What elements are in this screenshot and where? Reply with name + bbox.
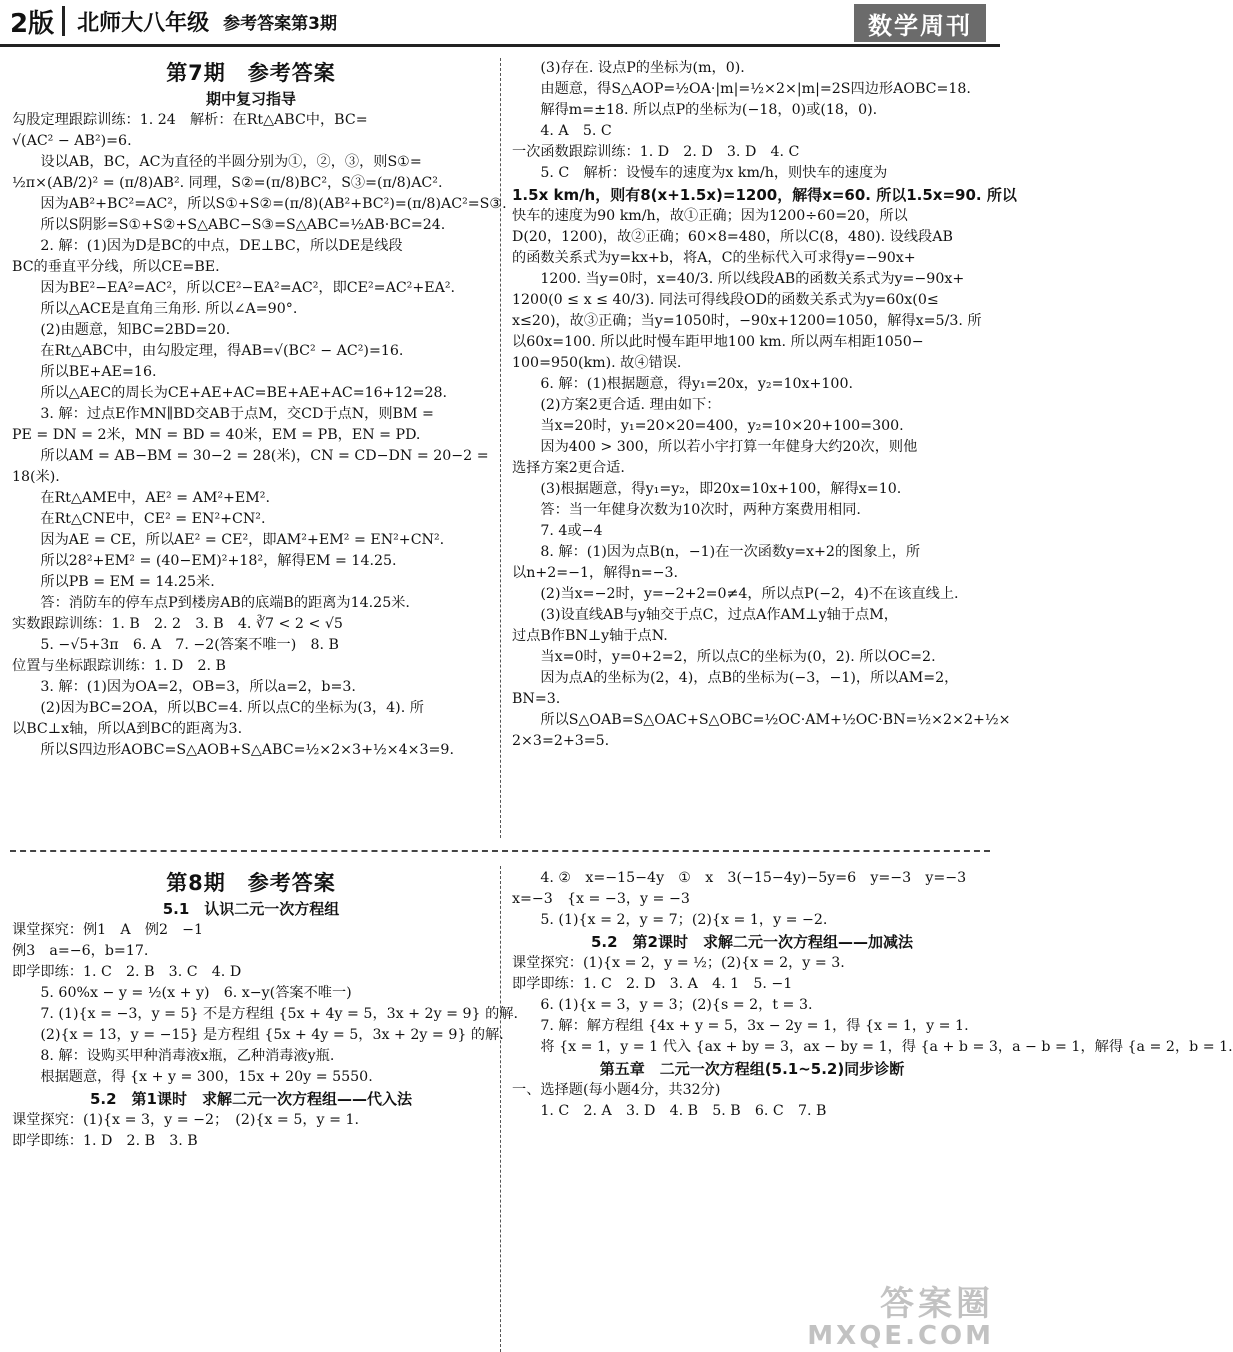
text-line: 在Rt△ABC中，由勾股定理，得AB=√(BC² − AC²)=16.	[40, 343, 404, 359]
text-line: (2)由题意，知BC=2BD=20.	[40, 322, 231, 338]
text-line: 5.1 认识二元一次方程组	[162, 900, 340, 918]
text-line: (2)方案2更合适. 理由如下：	[540, 397, 721, 413]
text-line: 所以S四边形AOBC=S△AOB+S△ABC=½×2×3+½×4×3=9.	[40, 742, 454, 758]
text-line: 选择方案2更合适.	[512, 460, 625, 476]
text-line: 过点B作BN⊥y轴于点N.	[512, 628, 668, 644]
text-line: 课堂探究：(1){x = 2，y = ½；(2){x = 2，y = 3.	[512, 955, 845, 971]
header-divider	[62, 6, 65, 36]
text-line: 位置与坐标跟踪训练：1. D 2. B	[12, 658, 226, 674]
text-line: 1. C 2. A 3. D 4. B 5. B 6. C 7. B	[540, 1103, 827, 1119]
text-line: 所以S阴影=S①+S②+S△ABC−S③=S△ABC=½AB·BC=24.	[40, 217, 446, 233]
text-line: x=−3 {x = −3，y = −3	[512, 891, 690, 907]
text-line: 100=950(km). 故④错误.	[512, 355, 682, 371]
text-line: 7. 解：解方程组 {4x + y = 5，3x − 2y = 1，得 {x = 1，y = 1.	[540, 1018, 969, 1034]
text-line: 当x=0时，y=0+2=2，所以点C的坐标为(0，2). 所以OC=2.	[540, 649, 936, 665]
text-line: 当x=20时，y₁=20×20=400，y₂=10×20+100=300.	[540, 418, 904, 434]
text-line: 答：当一年健身次数为10次时，两种方案费用相同.	[540, 502, 861, 518]
issue7-left-column	[12, 58, 507, 838]
text-line: 即学即练：1. C 2. B 3. C 4. D	[12, 964, 242, 980]
text-line: 3. 解：(1)因为OA=2，OB=3，所以a=2，b=3.	[40, 679, 356, 695]
text-line: 4. A 5. C	[540, 123, 612, 139]
text-line: 课堂探究：(1){x = 3，y = −2； (2){x = 5，y = 1.	[12, 1112, 359, 1128]
brand-logo: 数学周刊	[854, 4, 986, 42]
text-line: 1.5x km/h，则有8(x+1.5x)=1200，解得x=60. 所以1.5x=90. 所以	[512, 186, 1017, 204]
text-line: 18(米).	[12, 469, 60, 485]
text-line: (2)因为BC=2OA，所以BC=4. 所以点C的坐标为(3，4). 所	[40, 700, 424, 716]
text-line: 以60x=100. 所以此时慢车距甲地100 km. 所以两车相距1050−	[512, 334, 924, 350]
text-line: 所以△ACE是直角三角形. 所以∠A=90°.	[40, 301, 298, 317]
issue7-subtitle: 期中复习指导	[205, 90, 296, 108]
text-line: 6. (1){x = 3，y = 3；(2){s = 2，t = 3.	[540, 997, 813, 1013]
text-line: 5. 60%x − y = ½(x + y) 6. x−y(答案不唯一)	[40, 985, 352, 1001]
text-line: PE = DN = 2米，MN = BD = 40米，EM = PB，EN = PD.	[12, 427, 421, 443]
text-line: ½π×(AB/2)² = (π/8)AB². 同理，S②=(π/8)BC²，S③=(π/8)AC².	[12, 175, 443, 191]
issue8-title: 第8期 参考答案	[166, 871, 336, 895]
text-line: (3)设直线AB与y轴交于点C，过点A作AM⊥y轴于点M，	[540, 607, 898, 623]
text-line: 以n+2=−1，解得n=−3.	[512, 565, 679, 581]
text-line: 解得m=±18. 所以点P的坐标为(−18，0)或(18，0).	[540, 102, 878, 118]
text-line: 因为AE = CE，所以AE² = CE²，即AM²+EM² = EN²+CN².	[40, 532, 445, 548]
text-line: 所以BE+AE=16.	[40, 364, 157, 380]
text-line: 所以28²+EM² = (40−EM)²+18²，解得EM = 14.25.	[40, 553, 397, 569]
text-line: 一、选择题(每小题4分，共32分)	[512, 1082, 721, 1098]
text-line: 5.2 第1课时 求解二元一次方程组——代入法	[89, 1090, 412, 1108]
text-line: 将 {x = 1，y = 1 代入 {ax + by = 3，ax − by = 1，得 {a + b = 3，a − b = 1，解得 {a = 2，b = 1.	[540, 1039, 1233, 1055]
text-line: 即学即练：1. D 2. B 3. B	[12, 1133, 198, 1149]
text-line: 1200. 当y=0时，x=40/3. 所以线段AB的函数关系式为y=−90x+	[540, 271, 965, 287]
text-line: 根据题意，得 {x + y = 300，15x + 20y = 5550.	[40, 1069, 373, 1085]
issue7-left-lines	[12, 110, 507, 761]
text-line: √(AC² − AB²)=6.	[12, 133, 132, 149]
text-line: x≤20)，故③正确；当y=1050时，−90x+1200=1050，解得x=5/3. 所	[512, 313, 982, 329]
text-line: 4. ② x=−15−4y ① x 3(−15−4y)−5y=6 y=−3 y=−3	[540, 870, 967, 886]
text-line: D(20，1200)，故②正确；60×8=480，所以C(8，480). 设线段AB	[512, 229, 953, 245]
issue7-right-lines	[512, 58, 1017, 752]
text-line: 7. (1){x = −3，y = 5} 不是方程组 {5x + 4y = 5，3x + 2y = 9} 的解.	[40, 1006, 518, 1022]
watermark-line2: MXQE.COM	[807, 1321, 994, 1351]
text-line: 在Rt△AME中，AE² = AM²+EM².	[40, 490, 271, 506]
text-line: 所以△AEC的周长为CE+AE+AC=BE+AE+AC=16+12=28.	[40, 385, 448, 401]
text-line: BC的垂直平分线，所以CE=BE.	[12, 259, 220, 275]
text-line: 5. −√5+3π 6. A 7. −2(答案不唯一) 8. B	[40, 637, 339, 653]
text-line: 以BC⊥x轴，所以A到BC的距离为3.	[12, 721, 243, 737]
text-line: 8. 解：设购买甲种消毒液x瓶，乙种消毒液y瓶.	[40, 1048, 335, 1064]
issue7-title: 第7期 参考答案	[166, 61, 336, 85]
issue-subtitle: 参考答案第3期	[223, 13, 337, 34]
text-line: 所以PB = EM = 14.25米.	[40, 574, 215, 590]
text-line: (3)根据题意，得y₁=y₂，即20x=10x+100，解得x=10.	[540, 481, 902, 497]
text-line: 因为400 > 300，所以若小宇打算一年健身大约20次，则他	[540, 439, 918, 455]
text-line: 例3 a=−6，b=17.	[12, 943, 149, 959]
text-line: 3. 解：过点E作MN∥BD交AB于点M，交CD于点N，则BM =	[40, 406, 434, 422]
text-line: 因为BE²−EA²=AC²，所以CE²−EA²=AC²，即CE²=AC²+EA².	[40, 280, 456, 296]
text-line: 2. 解：(1)因为D是BC的中点，DE⊥BC，所以DE是线段	[40, 238, 403, 254]
text-line: 在Rt△CNE中，CE² = EN²+CN².	[40, 511, 266, 527]
text-line: 5.2 第2课时 求解二元一次方程组——加减法	[590, 933, 913, 951]
text-line: 6. 解：(1)根据题意，得y₁=20x，y₂=10x+100.	[540, 376, 853, 392]
text-line: 所以AM = AB−BM = 30−2 = 28(米)，CN = CD−DN = 20−2 =	[40, 448, 489, 464]
issue8-left-lines	[12, 898, 518, 1152]
page-header	[0, 0, 1000, 46]
text-line: 的函数关系式为y=kx+b，将A，C的坐标代入可求得y=−90x+	[512, 250, 916, 266]
text-line: 第五章 二元一次方程组(5.1~5.2)同步诊断	[599, 1060, 905, 1078]
text-line: (2)当x=−2时，y=−2+2=0≠4，所以点P(−2，4)不在该直线上.	[540, 586, 959, 602]
section-divider	[10, 850, 990, 852]
issue7-right-column	[512, 58, 1017, 838]
text-line: 课堂探究：例1 A 例2 −1	[12, 922, 204, 938]
watermark-line1: 答案圈	[880, 1284, 994, 1324]
issue8-right-column	[512, 868, 1233, 1352]
text-line: 设以AB，BC，AC为直径的半圆分别为①，②，③，则S①=	[40, 154, 422, 170]
text-line: 2×3=2+3=5.	[512, 733, 610, 749]
issue8-right-lines	[512, 868, 1233, 1122]
text-line: (3)存在. 设点P的坐标为(m，0).	[540, 60, 745, 76]
text-line: 5. (1){x = 2，y = 7；(2){x = 1，y = −2.	[540, 912, 828, 928]
header-rule	[0, 44, 1000, 47]
issue8-left-column	[12, 868, 518, 1352]
column-divider-top	[500, 58, 501, 838]
text-line: 因为点A的坐标为(2，4)，点B的坐标为(−3，−1)，所以AM=2，	[540, 670, 959, 686]
text-line: 1200(0 ≤ x ≤ 40/3). 同法可得线段OD的函数关系式为y=60x(0≤	[512, 292, 939, 308]
text-line: 勾股定理跟踪训练：1. 24 解析：在Rt△ABC中，BC=	[12, 112, 368, 128]
text-line: 快车的速度为90 km/h，故①正确；因为1200÷60=20，所以	[512, 208, 908, 224]
watermark	[807, 1286, 994, 1350]
text-line: 即学即练：1. C 2. D 3. A 4. 1 5. −1	[512, 976, 793, 992]
text-line: 5. C 解析：设慢车的速度为x km/h，则快车的速度为	[540, 165, 888, 181]
text-line: 因为AB²+BC²=AC²，所以S①+S②=(π/8)(AB²+BC²)=(π/8)AC²=S③.	[40, 196, 507, 212]
column-divider-bottom	[500, 866, 501, 1352]
text-line: (2){x = 13，y = −15} 是方程组 {5x + 4y = 5，3x + 2y = 9} 的解.	[40, 1027, 504, 1043]
text-line: 所以S△OAB=S△OAC+S△OBC=½OC·AM+½OC·BN=½×2×2+½×	[540, 712, 1011, 728]
text-line: 答：消防车的停车点P到楼房AB的底端B的距离为14.25米.	[40, 595, 410, 611]
text-line: 由题意，得S△AOP=½OA·|m|=½×2×|m|=2S四边形AOBC=18.	[540, 81, 971, 97]
grade-label: 北师大八年级	[77, 10, 210, 36]
text-line: BN=3.	[512, 691, 561, 707]
edition-label: 2版	[10, 8, 55, 39]
text-line: 一次函数跟踪训练：1. D 2. D 3. D 4. C	[512, 144, 800, 160]
text-line: 实数跟踪训练：1. B 2. 2 3. B 4. ∛7 < 2 < √5	[12, 616, 343, 632]
text-line: 8. 解：(1)因为点B(n，−1)在一次函数y=x+2的图象上，所	[540, 544, 921, 560]
text-line: 7. 4或−4	[540, 523, 603, 539]
header-banner	[0, 0, 337, 42]
